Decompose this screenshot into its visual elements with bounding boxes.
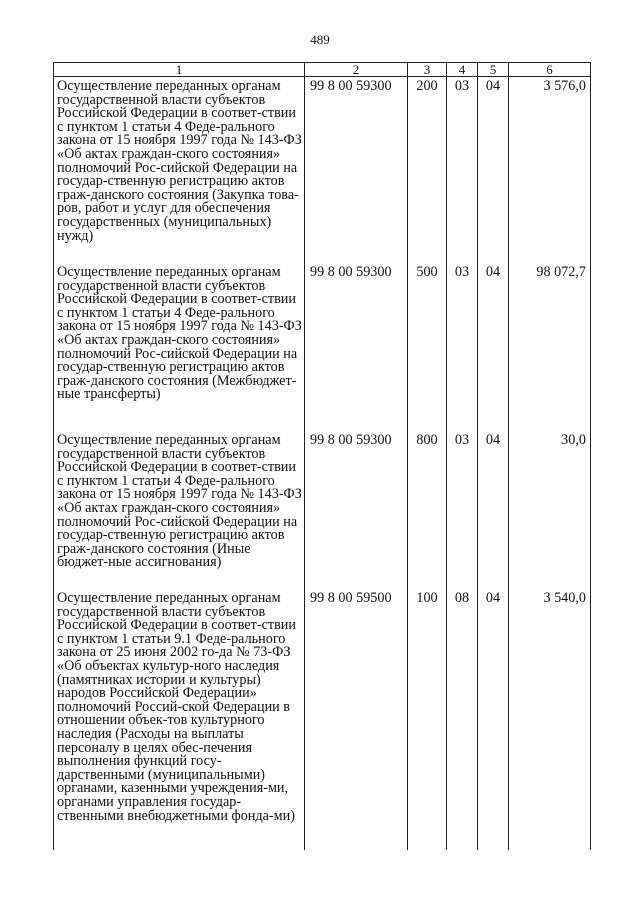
budget-table [53,62,591,850]
column-header-5: 5 [478,63,509,77]
row-subsection: 04 [478,431,509,589]
row-target-code: 99 8 00 59300 [305,77,408,264]
table-row [54,77,591,264]
row-subsection: 04 [478,589,509,850]
row-subsection: 04 [478,77,509,264]
row-amount: 30,0 [509,431,591,589]
row-target-code: 99 8 00 59300 [305,431,408,589]
row-description: Осуществление переданных органам государственной власти субъектов Российской Федерации в соответ-ствии с пунктом 1 статьи 4 Феде-рального закона от 15 ноября 1997 года № 143-ФЗ «Об актах граждан-ского состояния» полномочий Рос-сийской Федерации на государ-ственную регистрацию актов граж-данского состояния (Иные бюджет-ные ассигнования) [54,431,305,589]
row-amount: 3 576,0 [509,77,591,264]
page-number: 489 [310,32,330,47]
row-section: 03 [447,263,478,431]
column-header-6: 6 [509,63,591,77]
row-section: 08 [447,589,478,850]
table-header-row [54,63,591,77]
column-header-4: 4 [447,63,478,77]
row-expense-type: 100 [408,589,447,850]
row-description: Осуществление переданных органам государственной власти субъектов Российской Федерации в соответ-ствии с пунктом 1 статьи 4 Феде-рального закона от 15 ноября 1997 года № 143-ФЗ «Об актах граждан-ского состояния» полномочий Рос-сийской Федерации на государ-ственную регистрацию актов граж-данского состояния (Закупка това-ров, работ и услуг для обеспечения государственных (муниципальных) нужд) [54,77,305,264]
row-target-code: 99 8 00 59300 [305,263,408,431]
column-header-2: 2 [305,63,408,77]
row-description: Осуществление переданных органам государственной власти субъектов Российской Федерации в соответ-ствии с пунктом 1 статьи 4 Феде-рального закона от 15 ноября 1997 года № 143-ФЗ «Об актах граждан-ского состояния» полномочий Рос-сийской Федерации на государ-ственную регистрацию актов граж-данского состояния (Межбюджет-ные трансферты) [54,263,305,431]
row-description: Осуществление переданных органам государственной власти субъектов Российской Федерации в соответ-ствии с пунктом 1 статьи 9.1 Феде-рального закона от 25 июня 2002 го-да № 73-ФЗ «Об объектах культур-ного наследия (памятниках истории и культуры) народов Российской Федерации» полномочий Россий-ской Федерации в отношении объек-тов культурного наследия (Расходы на выплаты персоналу в целях обес-печения выполнения функций госу-дарственными (муниципальными) органами, казенными учреждения-ми, органами управления государ-ственными внебюджетными фонда-ми) [54,589,305,850]
column-header-3: 3 [408,63,447,77]
row-expense-type: 200 [408,77,447,264]
column-header-1: 1 [54,63,305,77]
row-amount: 98 072,7 [509,263,591,431]
table-row [54,589,591,850]
row-subsection: 04 [478,263,509,431]
row-amount: 3 540,0 [509,589,591,850]
table-row [54,263,591,431]
row-section: 03 [447,77,478,264]
table-row [54,431,591,589]
row-section: 03 [447,431,478,589]
row-expense-type: 500 [408,263,447,431]
row-target-code: 99 8 00 59500 [305,589,408,850]
row-expense-type: 800 [408,431,447,589]
